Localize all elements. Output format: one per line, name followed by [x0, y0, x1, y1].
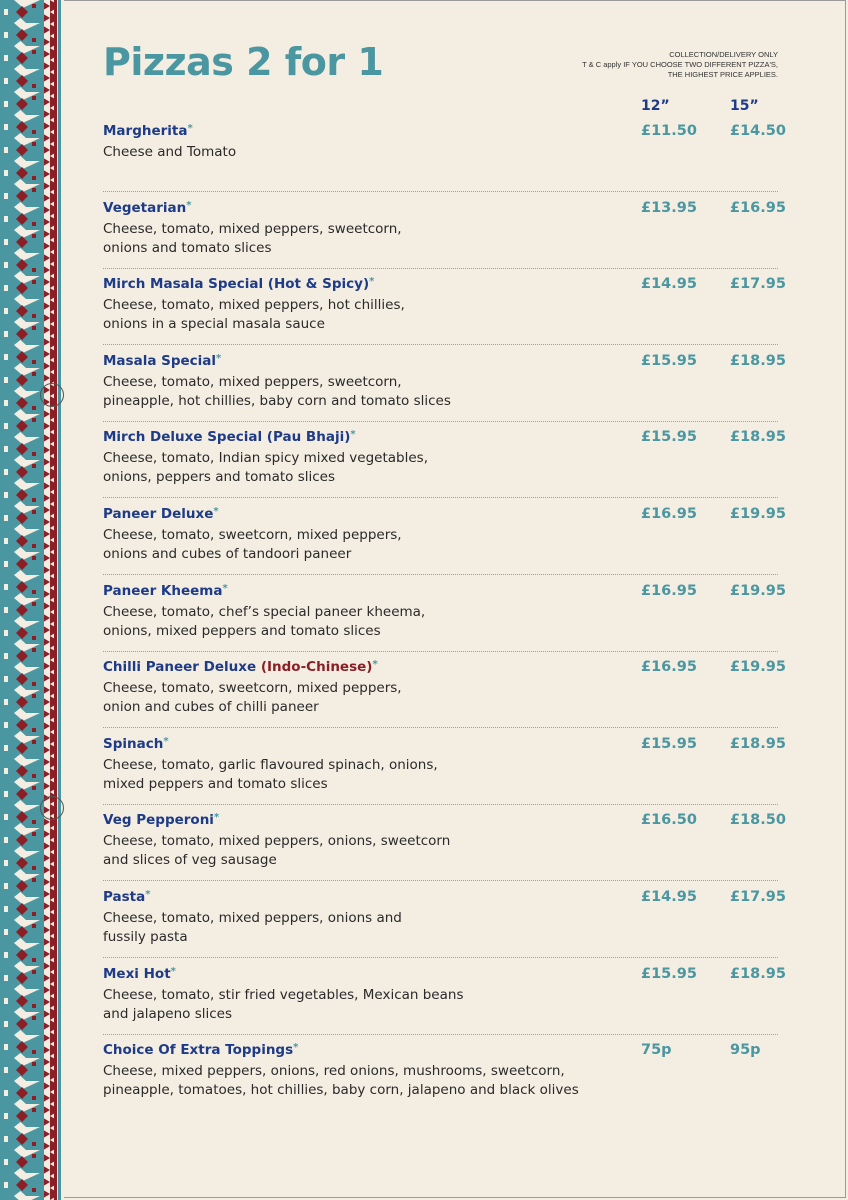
price-15-inch: £17.95 — [730, 889, 786, 905]
price-12-inch: £13.95 — [641, 200, 697, 216]
price-15-inch: £18.95 — [730, 736, 786, 752]
price-12-inch: £15.95 — [641, 966, 697, 982]
item-asterisk: * — [163, 736, 169, 747]
dotted-divider — [103, 497, 778, 498]
notice-line: T & C apply IF YOU CHOOSE TWO DIFFERENT PIZZA'S, — [582, 60, 778, 69]
description-line: Cheese, tomato, Indian spicy mixed vegetables, — [103, 450, 428, 466]
item-description — [103, 756, 623, 794]
description-line: Cheese, tomato, mixed peppers, hot chillies, — [103, 297, 405, 313]
description-line: Cheese and Tomato — [103, 144, 237, 160]
item-name — [103, 812, 219, 828]
price-15-inch: £14.50 — [730, 123, 786, 139]
price-15-inch: £17.95 — [730, 276, 786, 292]
item-title: Paneer Kheema — [103, 583, 223, 599]
item-description — [103, 220, 623, 258]
item-asterisk: * — [216, 353, 222, 364]
description-line: onions in a special masala sauce — [103, 316, 325, 332]
item-title: Masala Special — [103, 353, 217, 369]
item-title: Vegetarian — [103, 200, 187, 216]
item-description — [103, 1062, 623, 1100]
terms-notice — [518, 50, 778, 80]
description-line: and slices of veg sausage — [103, 852, 277, 868]
price-12-inch: £16.95 — [641, 506, 697, 522]
price-12-inch: £14.95 — [641, 276, 697, 292]
description-line: pineapple, tomatoes, hot chillies, baby corn, jalapeno and black olives — [103, 1082, 579, 1098]
description-line: onions and cubes of tandoori paneer — [103, 546, 352, 562]
description-line: Cheese, tomato, garlic flavoured spinach, onions, — [103, 757, 438, 773]
price-15-inch: £18.95 — [730, 353, 786, 369]
description-line: Cheese, mixed peppers, onions, red onions, mushrooms, sweetcorn, — [103, 1063, 565, 1079]
price-12-inch: £11.50 — [641, 123, 697, 139]
item-title: Mexi Hot — [103, 966, 171, 982]
item-name — [103, 889, 150, 905]
description-line: onions, peppers and tomato slices — [103, 469, 335, 485]
menu-item — [103, 429, 786, 505]
item-title: Chilli Paneer Deluxe — [103, 659, 261, 675]
description-line: fussily pasta — [103, 929, 188, 945]
dotted-divider — [103, 804, 778, 805]
size-headers — [0, 98, 848, 118]
item-title: Paneer Deluxe — [103, 506, 214, 522]
dotted-divider — [103, 880, 778, 881]
menu-item — [103, 966, 786, 1042]
price-12-inch: £16.95 — [641, 659, 697, 675]
menu-item — [103, 659, 786, 735]
price-12-inch: £16.95 — [641, 583, 697, 599]
price-15-inch: £18.95 — [730, 966, 786, 982]
item-note: (Indo-Chinese) — [260, 659, 373, 675]
item-name — [103, 1042, 298, 1058]
price-15-inch: 95p — [730, 1042, 761, 1058]
item-description — [103, 832, 623, 870]
item-name — [103, 506, 219, 522]
item-description — [103, 679, 623, 717]
description-line: onions and tomato slices — [103, 240, 272, 256]
item-name — [103, 736, 169, 752]
price-12-inch: 75p — [641, 1042, 672, 1058]
item-asterisk: * — [369, 276, 375, 287]
description-line: Cheese, tomato, stir fried vegetables, Mexican beans — [103, 987, 464, 1003]
item-name — [103, 276, 374, 292]
dotted-divider — [103, 344, 778, 345]
item-asterisk: * — [213, 812, 220, 823]
price-15-inch: £18.95 — [730, 429, 786, 445]
price-15-inch: £19.95 — [730, 506, 786, 522]
dotted-divider — [103, 1034, 778, 1035]
price-12-inch: £15.95 — [641, 736, 697, 752]
item-asterisk: * — [145, 889, 151, 900]
price-15-inch: £16.95 — [730, 200, 786, 216]
item-title: Choice Of Extra Toppings — [103, 1042, 294, 1058]
description-line: pineapple, hot chillies, baby corn and tomato slices — [103, 393, 451, 409]
item-title: Veg Pepperoni — [103, 812, 214, 828]
menu-item — [103, 200, 786, 276]
size-label-15: 15” — [730, 98, 759, 114]
item-description — [103, 296, 623, 334]
item-name — [103, 583, 228, 599]
price-15-inch: £19.95 — [730, 583, 786, 599]
dotted-divider — [103, 727, 778, 728]
price-12-inch: £16.50 — [641, 812, 697, 828]
item-title: Spinach — [103, 736, 164, 752]
item-title: Mirch Masala Special (Hot & Spicy) — [103, 276, 370, 292]
description-line: Cheese, tomato, mixed peppers, sweetcorn, — [103, 374, 402, 390]
dotted-divider — [103, 574, 778, 575]
dotted-divider — [103, 191, 778, 192]
description-line: Cheese, tomato, mixed peppers, onions, sweetcorn — [103, 833, 451, 849]
item-asterisk: * — [350, 429, 356, 440]
page-title: Pizzas 2 for 1 — [103, 40, 384, 84]
item-description — [103, 909, 623, 947]
dotted-divider — [103, 421, 778, 422]
menu-item — [103, 123, 786, 199]
notice-line: THE HIGHEST PRICE APPLIES. — [667, 70, 778, 79]
item-title: Mirch Deluxe Special (Pau Bhaji) — [103, 429, 351, 445]
tribal-pattern-icon — [0, 0, 64, 1200]
item-name — [103, 200, 192, 216]
item-description — [103, 526, 623, 564]
menu-item — [103, 583, 786, 659]
price-15-inch: £19.95 — [730, 659, 786, 675]
price-15-inch: £18.50 — [730, 812, 786, 828]
notice-line: COLLECTION/DELIVERY ONLY — [669, 50, 778, 59]
dotted-divider — [103, 268, 778, 269]
description-line: Cheese, tomato, mixed peppers, sweetcorn, — [103, 221, 402, 237]
item-description — [103, 373, 623, 411]
description-line: mixed peppers and tomato slices — [103, 776, 328, 792]
price-12-inch: £14.95 — [641, 889, 697, 905]
description-line: Cheese, tomato, sweetcorn, mixed peppers, — [103, 527, 402, 543]
menu-item — [103, 276, 786, 352]
item-asterisk: * — [293, 1042, 299, 1053]
size-label-12: 12” — [641, 98, 670, 114]
item-name — [103, 659, 378, 675]
decorative-border — [0, 0, 64, 1200]
item-asterisk: * — [186, 200, 192, 211]
menu-item — [103, 353, 786, 429]
menu-item — [103, 889, 786, 965]
binder-hole — [40, 383, 64, 407]
item-name — [103, 123, 193, 139]
description-line: Cheese, tomato, mixed peppers, onions and — [103, 910, 402, 926]
item-description — [103, 603, 623, 641]
menu-item — [103, 812, 786, 888]
binder-hole — [40, 796, 64, 820]
price-12-inch: £15.95 — [641, 353, 697, 369]
dotted-divider — [103, 957, 778, 958]
item-asterisk: * — [187, 123, 193, 134]
menu-item — [103, 506, 786, 582]
item-asterisk: * — [170, 966, 176, 977]
item-description — [103, 143, 623, 162]
item-name — [103, 353, 221, 369]
item-asterisk: * — [213, 506, 219, 517]
item-description — [103, 986, 623, 1024]
description-line: Cheese, tomato, sweetcorn, mixed peppers, — [103, 680, 402, 696]
item-name — [103, 429, 356, 445]
item-title: Pasta — [103, 889, 146, 905]
description-line: Cheese, tomato, chef’s special paneer kheema, — [103, 604, 426, 620]
menu-item — [103, 1042, 778, 1118]
item-title: Margherita — [103, 123, 188, 139]
menu-item — [103, 736, 786, 812]
item-name — [103, 966, 176, 982]
dotted-divider — [103, 651, 778, 652]
item-asterisk: * — [372, 659, 378, 670]
item-description — [103, 449, 623, 487]
item-asterisk: * — [222, 583, 228, 594]
price-12-inch: £15.95 — [641, 429, 697, 445]
description-line: onions, mixed peppers and tomato slices — [103, 623, 381, 639]
description-line: and jalapeno slices — [103, 1006, 233, 1022]
description-line: onion and cubes of chilli paneer — [103, 699, 319, 715]
